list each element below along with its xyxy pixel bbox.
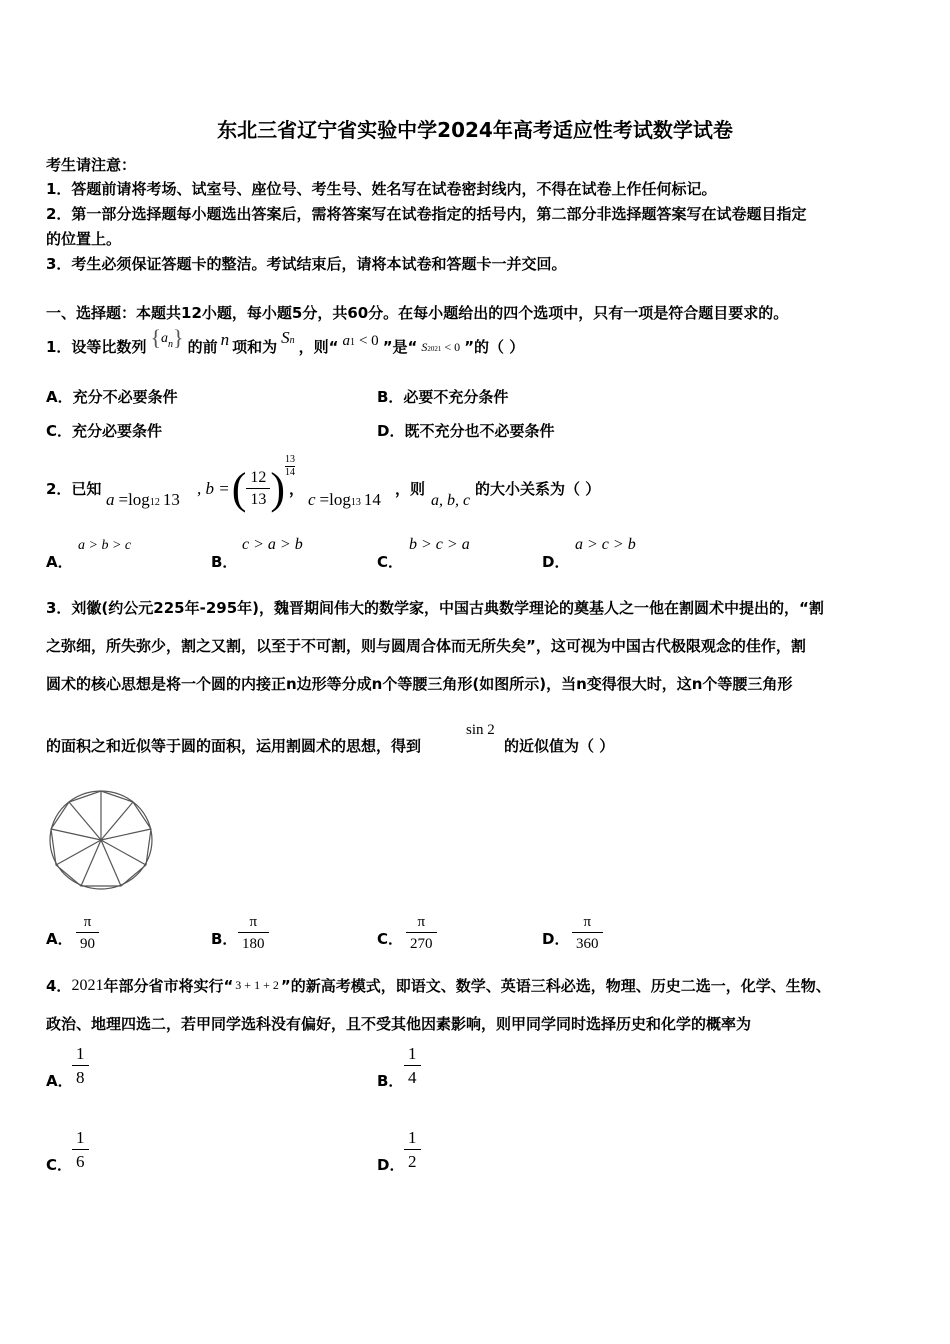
q4-text-2: 年部分省市将实行“	[103, 977, 234, 995]
q3-line-2: 之弥细，所失弥少，割之又割，以至于不可割，则与圆周合体而无所失矣”，这可视为中国古代极限观念的佳作，割	[46, 637, 806, 655]
q3-line-1: 3．刘徽(约公元225年-295年)，魏晋期间伟大的数学家，中国古典数学理论的奠基人之一他在割圆术中提出的，“割	[46, 599, 824, 617]
q2-option-d[interactable]: a > c > b	[575, 536, 636, 553]
q2-option-a[interactable]: a > b > c	[78, 538, 132, 553]
q4-a-den: 8	[72, 1065, 89, 1090]
q2-b-den: 13	[246, 488, 270, 511]
notice-heading: 考生请注意：	[46, 156, 137, 174]
q4-line-2: 政治、地理四选二，若甲同学选科没有偏好，且不受其他因素影响，则甲同学同时选择历史和化学的概率为	[46, 1015, 752, 1033]
q3-option-c[interactable]	[406, 912, 437, 955]
q3-option-d[interactable]	[572, 912, 603, 955]
q1-s2021-cond	[421, 337, 460, 355]
q2-c-def	[308, 490, 381, 510]
notice-item-2-cont: 的位置上。	[46, 230, 122, 248]
q1-option-b[interactable]: B．必要不充分条件	[377, 388, 509, 406]
q3-option-d-label[interactable]: D．	[542, 930, 570, 948]
q2-option-b-label[interactable]: B．	[211, 553, 238, 571]
q1-s-sub: n	[289, 335, 295, 346]
q2-a-base: 12	[149, 497, 160, 508]
q1-text-3: 项和为	[232, 337, 278, 356]
q2-b-num: 12	[250, 468, 267, 486]
q2-option-c-label[interactable]: C．	[377, 553, 404, 571]
q4-option-b-label[interactable]: B．	[377, 1072, 404, 1090]
q4-b-den: 4	[404, 1065, 421, 1090]
q3-b-num: π	[249, 914, 258, 930]
q1-option-d[interactable]: D．既不充分也不必要条件	[377, 422, 555, 440]
q3-a-den: 90	[76, 932, 99, 955]
q1-an: a	[161, 331, 169, 346]
q4-c-num: 1	[76, 1128, 85, 1147]
q1-n: n	[220, 330, 230, 349]
page-title: 东北三省辽宁省实验中学2024年高考适应性考试数学试卷	[217, 118, 733, 142]
q2-text-2: ，	[289, 480, 305, 498]
q3-c-den: 270	[406, 932, 437, 955]
q4-b-num: 1	[408, 1044, 417, 1063]
q3-option-a[interactable]	[76, 912, 99, 955]
q4-option-a-label[interactable]: A．	[46, 1072, 73, 1090]
q2-b-frac	[246, 468, 270, 511]
q1-text-1: 1．设等比数列	[46, 337, 147, 356]
q2-b-def: , b = ( $\frac{12}{13}$ ) $\frac{13}{14}$	[197, 454, 296, 513]
q1-a1-sub: 1	[349, 336, 355, 348]
question-1	[46, 326, 524, 366]
q4-year: 2021	[71, 976, 104, 994]
q2-a-arg: 13	[162, 490, 180, 509]
q3-line-4b: 的近似值为（ ）	[504, 737, 615, 755]
q2-a-log: =log	[118, 490, 150, 509]
q3-line-3: 圆术的核心思想是将一个圆的内接正n边形等分成n个等腰三角形(如图所示)，当n变得很大时，这n个等腰三角形	[46, 675, 793, 693]
q3-sin2: sin 2	[466, 722, 495, 738]
q4-option-a[interactable]	[72, 1043, 89, 1090]
q1-s2-sub: 2021	[427, 345, 442, 353]
q3-d-den: 360	[572, 932, 603, 955]
q4-option-c[interactable]	[72, 1127, 89, 1174]
q2-a: a	[106, 490, 115, 509]
notice-item-1: 1．答题前请将考场、试室号、座位号、考生号、姓名写在试卷密封线内，不得在试卷上作任何标记。	[46, 180, 717, 198]
q2-c-base: 13	[350, 497, 361, 508]
q2-abc: a, b, c	[431, 492, 471, 509]
q2-option-d-label[interactable]: D．	[542, 553, 570, 571]
q3-option-a-label[interactable]: A．	[46, 930, 73, 948]
q2-text-4: 的大小关系为（ ）	[475, 480, 601, 498]
q1-seq-an: { a n }	[150, 325, 184, 350]
q2-option-c[interactable]: b > c > a	[409, 536, 470, 553]
q2-b-exp	[285, 454, 295, 479]
q1-s2-lt0: < 0	[444, 340, 461, 354]
q2-option-b[interactable]: c > a > b	[242, 536, 303, 553]
q1-a1-lt0: < 0	[358, 332, 379, 349]
q1-text-6: ”的（ ）	[464, 337, 525, 356]
q3-d-num: π	[583, 914, 592, 930]
q4-mode: 3 + 1 + 2	[235, 978, 279, 992]
q2-c-log: =log	[319, 490, 351, 509]
q2-text-3: ，则	[395, 480, 426, 498]
circle-division-figure	[46, 788, 156, 892]
q3-option-c-label[interactable]: C．	[377, 930, 404, 948]
q1-an-sub: n	[168, 339, 174, 350]
q1-text-5: ”是“	[382, 337, 418, 356]
q4-option-d[interactable]	[404, 1127, 421, 1174]
q4-d-den: 2	[404, 1149, 421, 1174]
q4-option-b[interactable]	[404, 1043, 421, 1090]
q1-s: S	[281, 328, 290, 347]
q1-text-4: ，则“	[298, 337, 339, 356]
q2-a-def	[106, 490, 180, 510]
q4-c-den: 6	[72, 1149, 89, 1174]
q1-text-2: 的前	[187, 337, 218, 356]
q1-option-c[interactable]: C．充分必要条件	[46, 422, 163, 440]
q2-text-1: 2．已知	[46, 480, 102, 498]
section-heading: 一、选择题：本题共12小题，每小题5分，共60分。在每小题给出的四个选项中，只有一项是符合题目要求的。	[46, 304, 789, 322]
q4-d-num: 1	[408, 1128, 417, 1147]
q2-b-exp-num: 13	[285, 454, 296, 465]
q1-option-a[interactable]: A．充分不必要条件	[46, 388, 178, 406]
q3-option-b[interactable]	[238, 912, 269, 955]
q2-c-arg: 14	[363, 490, 381, 509]
q4-option-d-label[interactable]: D．	[377, 1156, 405, 1174]
q4-text-1: 4．	[46, 977, 72, 995]
q4-line-1	[46, 975, 831, 996]
q1-a1-cond	[342, 331, 378, 350]
q4-a-num: 1	[76, 1044, 85, 1063]
notice-item-3: 3．考生必须保证答题卡的整洁。考试结束后，请将本试卷和答题卡一并交回。	[46, 255, 567, 273]
q3-c-num: π	[417, 914, 426, 930]
notice-item-2: 2．第一部分选择题每小题选出答案后，需将答案写在试卷指定的括号内，第二部分非选择题答案写在试卷题目指定	[46, 205, 807, 223]
q2-option-a-label[interactable]: A．	[46, 553, 73, 571]
q3-b-den: 180	[238, 932, 269, 955]
q1-s2: S	[421, 340, 428, 354]
q3-a-num: π	[83, 914, 92, 930]
q2-b-exp-den: 14	[285, 467, 296, 478]
q1-sn	[281, 328, 295, 348]
q4-text-3: ”的新高考模式，即语文、数学、英语三科必选，物理、历史二选一，化学、生物、	[280, 977, 831, 995]
q3-option-b-label[interactable]: B．	[211, 930, 238, 948]
q2-b: , b =	[197, 479, 230, 498]
q2-c: c	[308, 490, 316, 509]
q1-a1: a	[342, 332, 350, 349]
q4-option-c-label[interactable]: C．	[46, 1156, 73, 1174]
q3-line-4a: 的面积之和近似等于圆的面积，运用割圆术的思想，得到	[46, 737, 422, 755]
